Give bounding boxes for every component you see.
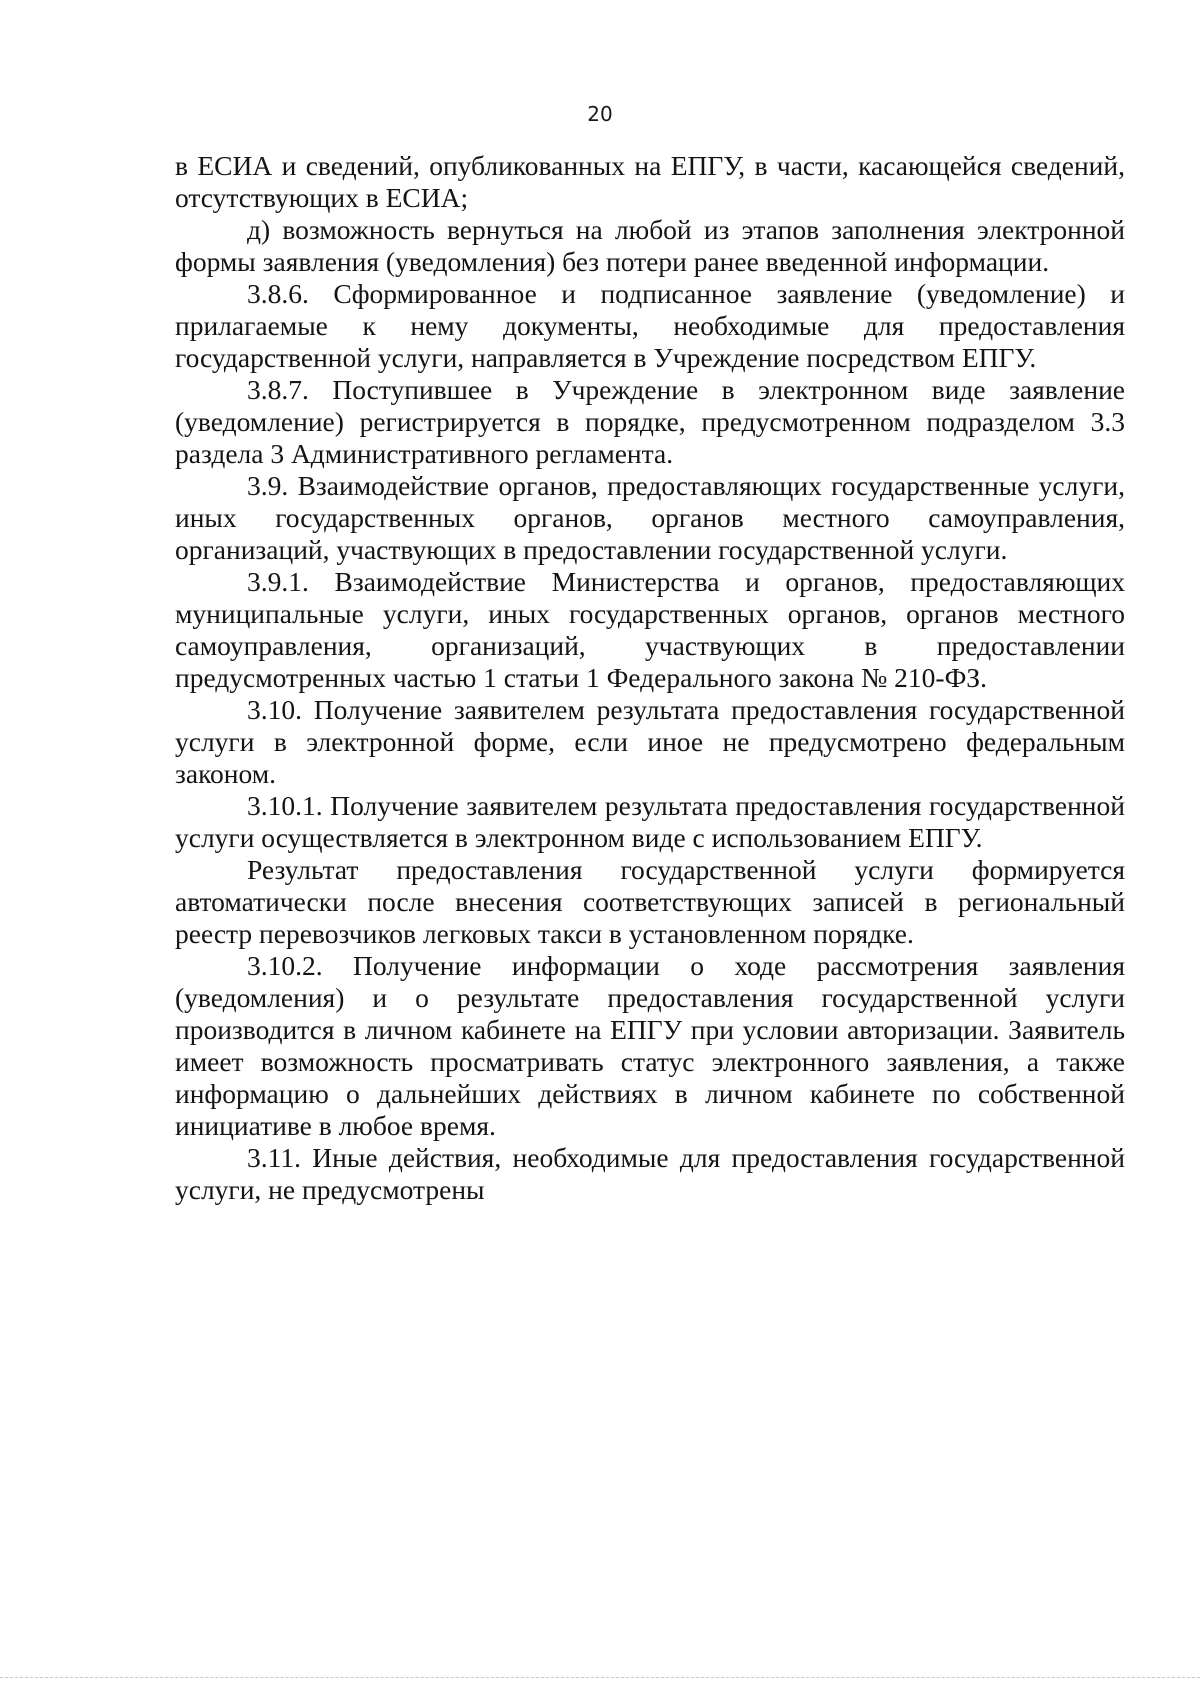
paragraph-d-return-to-step: д) возможность вернуться на любой из этапов заполнения электронной формы заявления (уведомления) без потери ранее введенной информации. <box>175 214 1125 277</box>
paragraph-3-8-6: 3.8.6. Сформированное и подписанное заявление (уведомление) и прилагаемые к нему документы, необходимые для предоставления государственной услуги, направляется в Учреждение посредством ЕПГУ. <box>175 278 1125 373</box>
paragraph-3-10: 3.10. Получение заявителем результата предоставления государственной услуги в электронной форме, если иное не предусмотрено федеральным законом. <box>175 694 1125 789</box>
paragraph-result-formed: Результат предоставления государственной услуги формируется автоматически после внесения соответствующих записей в региональный реестр перевозчиков легковых такси в установленном порядке. <box>175 854 1125 949</box>
paragraph-esia-continuation: в ЕСИА и сведений, опубликованных на ЕПГУ, в части, касающейся сведений, отсутствующих в ЕСИА; <box>175 150 1125 213</box>
document-body <box>175 150 1125 1206</box>
bottom-divider <box>0 1677 1200 1678</box>
paragraph-3-10-2: 3.10.2. Получение информации о ходе рассмотрения заявления (уведомления) и о результате предоставления государственной услуги производится в личном кабинете на ЕПГУ при условии авторизации. Заявитель имеет возможность просматривать статус электронного заявления, а также информацию о дальнейших действиях в личном кабинете по собственной инициативе в любое время. <box>175 950 1125 1141</box>
paragraph-3-11: 3.11. Иные действия, необходимые для предоставления государственной услуги, не предусмотрены <box>175 1142 1125 1205</box>
paragraph-3-8-7: 3.8.7. Поступившее в Учреждение в электронном виде заявление (уведомление) регистрируется в порядке, предусмотренном подразделом 3.3 раздела 3 Административного регламента. <box>175 374 1125 469</box>
page-number: 20 <box>587 102 613 126</box>
paragraph-3-10-1: 3.10.1. Получение заявителем результата предоставления государственной услуги осуществляется в электронном виде с использованием ЕПГУ. <box>175 790 1125 853</box>
paragraph-3-9-1: 3.9.1. Взаимодействие Министерства и органов, предоставляющих муниципальные услуги, иных государственных органов, органов местного самоуправления, организаций, участвующих в предоставлении предусмотренных частью 1 статьи 1 Федерального закона № 210-ФЗ. <box>175 566 1125 693</box>
paragraph-3-9: 3.9. Взаимодействие органов, предоставляющих государственные услуги, иных государственных органов, органов местного самоуправления, организаций, участвующих в предоставлении государственной услуги. <box>175 470 1125 565</box>
